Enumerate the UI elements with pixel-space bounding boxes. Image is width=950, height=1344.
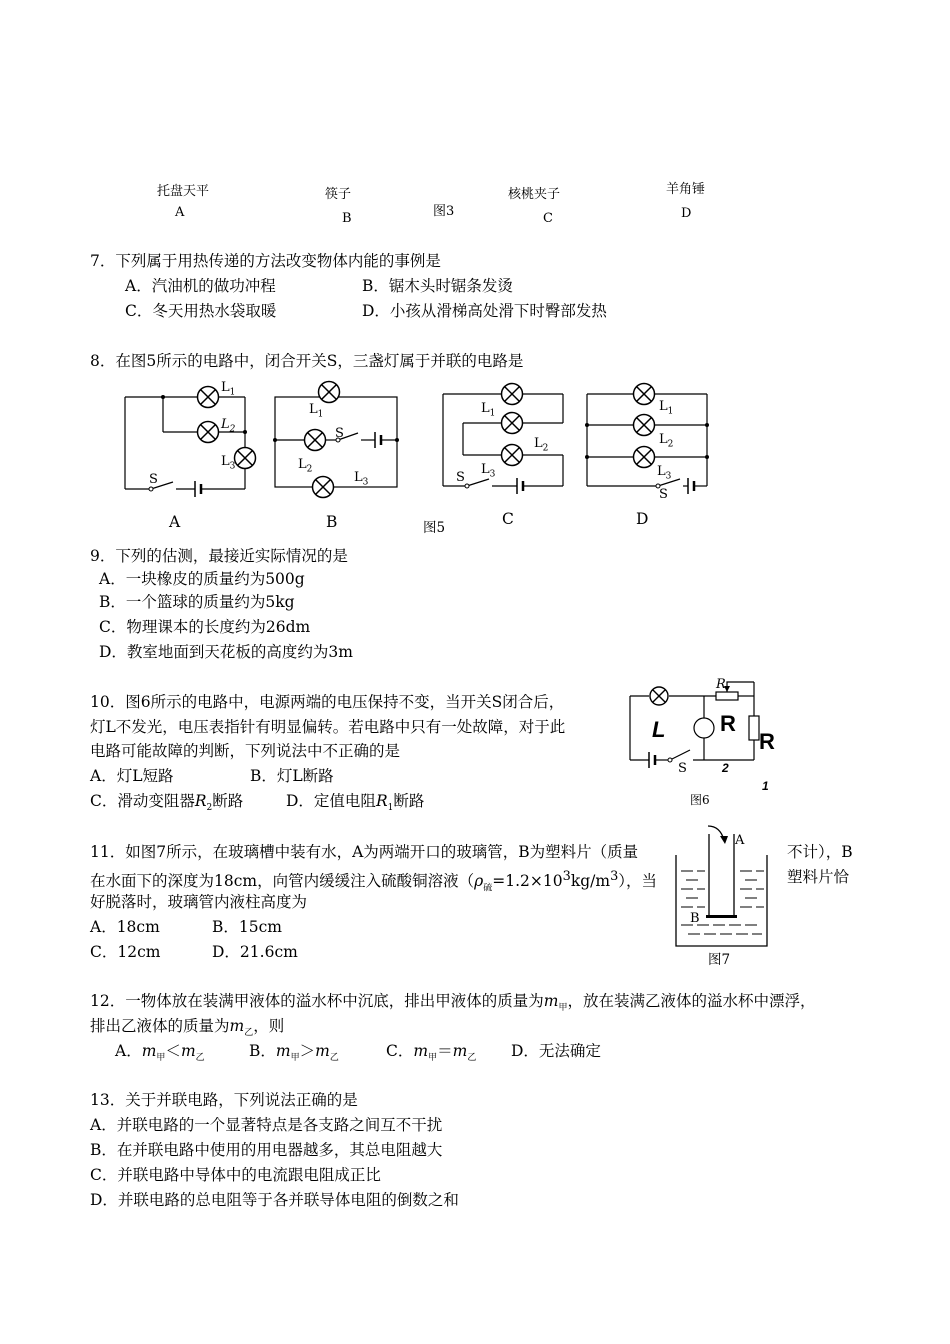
fig3-label-balance: 托盘天平 [157,184,210,199]
q11-option-d: D．21.6cm [212,943,298,961]
q10-option-c-symbol: R [194,792,207,810]
q7-option-b: B．锯木头时锯条发烫 [362,277,513,295]
fig6-caption: 图6 [690,793,710,807]
fig5-a-l1-label: $L_1$ [221,380,236,398]
fig5-c-l3-label: $L_3$ [481,462,496,480]
fig6-subscript-2: 2 [722,761,729,775]
q11-option-c: C．12cm [90,943,161,961]
q12-option-a-relation: ＜ [165,1042,181,1060]
q11-unit: kg/m [570,872,611,891]
q10-option-c-suffix: 断路 [212,792,244,810]
fig5-b-switch-label: S [335,426,344,441]
q12-line-2-text: 排出乙液体的质量为 [90,1017,230,1035]
q10-line-3: 电路可能故障的判断，下列说法中不正确的是 [90,742,401,760]
q12-option-c-sub1: 甲 [428,1053,438,1064]
fig5-c-l1-label: $L_1$ [481,401,496,419]
q11-unit-exponent: 3 [610,869,619,884]
q10-option-c-text: C．滑动变阻器 [90,792,195,810]
fig7-label-b: B [690,911,700,926]
q12-option-c-sub2: 乙 [467,1053,477,1064]
q12-option-b-relation: ＞ [299,1042,316,1060]
fig5-d-l1-label: $L_1$ [659,399,674,417]
q11-line-2-tail: 塑料片恰 [787,868,850,886]
q13-option-d: D．并联电路的总电阻等于各并联导体电阻的倒数之和 [90,1191,459,1209]
q10-line-1: 10．图6所示的电路中，电源两端的电压保持不变，当开关S闭合后， [90,693,565,711]
fig6-rheostat-label: R [716,677,726,692]
q12-option-c-m1: m [413,1042,429,1060]
q9-option-b: B．一个篮球的质量约为5kg [99,593,295,611]
fig7-caption: 图7 [708,952,731,968]
q11-rho: ρ [474,872,484,891]
fig5-d-l3-label: $L_3$ [657,464,672,482]
q11-line-3: 好脱落时，玻璃管内液柱高度为 [90,893,308,911]
q12-option-b-sub2: 乙 [329,1053,339,1064]
q10-line-2: 灯L不发光，电压表指针有明显偏转。若电路中只有一处故障，对于此 [90,718,566,736]
q10-option-d-text: D．定值电阻 [286,792,376,810]
q12-option-a-m1: m [141,1042,157,1060]
q11-option-b: B．15cm [212,918,282,936]
q12-option-a-label: A． [115,1042,142,1060]
q10-option-b: B．灯L断路 [250,767,334,785]
q7-option-c: C．冬天用热水袋取暖 [125,302,277,320]
q12-option-a [115,1041,205,1068]
q12-option-a-m2: m [180,1042,196,1060]
q10-option-d-suffix: 断路 [393,792,425,810]
q12-line-2-suffix: ，则 [253,1017,285,1035]
fig3-letter-c: C [543,211,553,226]
q12-option-b-m1: m [275,1042,291,1060]
q9-option-d: D．教室地面到天花板的高度约为3m [99,643,353,661]
q10-option-d-subscript: 1 [387,803,394,814]
fig3-caption: 图3 [433,204,455,219]
fig5-letter-d: D [636,510,649,528]
fig6-r-label-1: R [720,711,736,736]
fig3-label-hammer: 羊角锤 [666,182,706,197]
q12-option-d: D．无法确定 [511,1042,601,1060]
q13-option-c: C．并联电路中导体中的电流跟电阻成正比 [90,1166,381,1184]
q10-option-d-symbol: R [375,792,388,810]
q12-line-2 [90,1016,284,1043]
q7-option-a: A．汽油机的做功冲程 [125,277,276,295]
q13-option-b: B．在并联电路中使用的用电器越多，其总电阻越大 [90,1141,443,1159]
q11-line-1: 11．如图7所示，在玻璃槽中装有水，A为两端开口的玻璃管，B为塑料片（质量 [90,843,639,861]
q10-option-a: A．灯L短路 [90,767,174,785]
fig6-switch-label: S [678,761,687,776]
fig5-caption: 图5 [423,520,446,536]
q10-option-c-subscript: 2 [206,803,213,814]
q12-m-yi-subscript: 乙 [244,1028,254,1039]
fig5-d-l2-label: $L_2$ [659,432,674,450]
q9-option-a: A．一块橡皮的质量约为500g [99,570,305,588]
q12-line-1 [90,991,815,1018]
fig6-lamp-label: L [652,717,666,742]
q11-line-2-text: 在水面下的深度为18cm，向管内缓缓注入硫酸铜溶液（ [90,872,475,891]
q13-stem: 13．关于并联电路，下列说法正确的是 [90,1091,358,1109]
q12-option-b [249,1041,339,1068]
q12-option-b-m2: m [315,1042,330,1060]
fig3-letter-b: B [342,211,352,226]
q13-option-a: A．并联电路的一个显著特点是各支路之间互不干扰 [90,1116,443,1134]
fig6-r-label-2: R [759,729,775,754]
q7-stem: 7．下列属于用热传递的方法改变物体内能的事例是 [90,252,441,270]
fig5-d-switch-label: S [659,487,668,502]
q12-option-c-relation: ＝ [437,1042,453,1060]
q12-option-a-sub1: 甲 [156,1053,166,1064]
fig5-c-l2-label: $L_2$ [534,436,549,454]
q12-option-a-sub2: 乙 [195,1053,205,1064]
q9-option-c: C．物理课本的长度约为26dm [99,618,311,636]
q11-exponent: 3 [562,869,571,884]
fig5-a-l3-label: $L_3$ [221,454,236,472]
q8-stem: 8．在图5所示的电路中，闭合开关S，三盏灯属于并联的电路是 [90,352,524,370]
fig5-c-switch-label: S [456,470,465,485]
q12-option-c-label: C． [386,1042,414,1060]
q12-m-jia-subscript: 甲 [558,1003,568,1014]
fig5-b-l1-label: $L_1$ [309,402,324,420]
q12-option-b-label: B． [249,1042,276,1060]
fig5-letter-c: C [502,510,514,528]
q12-m-jia-symbol: m [543,992,559,1010]
q12-option-b-sub1: 甲 [290,1053,300,1064]
q12-option-c-m2: m [452,1042,468,1060]
fig7-label-a: A [735,833,745,848]
fig5-letter-b: B [326,513,338,531]
q11-density-value: =1.2×10 [492,872,563,891]
fig5-a-l2-label: $L_2$ [221,417,236,435]
q12-m-yi-symbol: m [229,1017,245,1035]
fig5-letter-a: A [169,513,181,531]
fig3-letter-d: D [681,206,692,221]
q11-line-2-end: ），当 [618,872,658,891]
q7-option-d: D．小孩从滑梯高处滑下时臀部发热 [362,302,607,320]
q11-line-1-tail: 不计），B [787,843,853,861]
fig5-b-l3-label: $L_3$ [354,470,369,488]
q11-rho-subscript: 硫 [483,883,493,894]
q12-option-c [386,1041,476,1068]
q9-stem: 9．下列的估测，最接近实际情况的是 [90,547,348,565]
fig5-b-l2-label: $L_2$ [298,457,313,475]
q12-line-1-text: 12．一物体放在装满甲液体的溢水杯中沉底，排出甲液体的质量为 [90,992,544,1010]
q11-option-a: A．18cm [90,918,160,936]
fig5-a-switch-label: S [149,472,158,487]
fig6-subscript-1: 1 [762,779,769,793]
fig3-letter-a: A [175,205,185,220]
fig3-label-chopsticks: 筷子 [325,187,352,202]
q12-line-1-suffix: ，放在装满乙液体的溢水杯中漂浮， [567,992,816,1010]
fig3-label-nutcracker: 核桃夹子 [508,187,561,202]
